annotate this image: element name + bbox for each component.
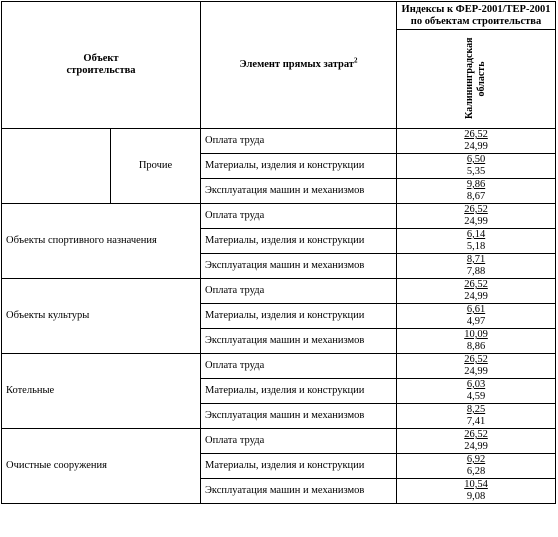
index-value-cell — [397, 254, 556, 279]
element-cell: Эксплуатация машин и механизмов — [201, 179, 397, 204]
index-value-cell — [397, 454, 556, 479]
index-value-bottom: 4,59 — [466, 391, 486, 402]
index-value-top: 10,54 — [464, 479, 488, 490]
header-indices-group — [397, 2, 556, 30]
header-region — [397, 30, 556, 129]
object-name-cell: Котельные — [2, 354, 201, 429]
index-value-top: 26,52 — [464, 354, 488, 365]
header-object — [2, 2, 201, 129]
index-value-cell — [397, 404, 556, 429]
element-cell: Оплата труда — [201, 354, 397, 379]
index-value-bottom: 5,18 — [466, 241, 486, 252]
index-value-cell — [397, 129, 556, 154]
index-value-top: 6,50 — [466, 154, 486, 165]
element-cell: Эксплуатация машин и механизмов — [201, 404, 397, 429]
header-element-superscript: 2 — [353, 56, 358, 65]
index-value-bottom: 24,99 — [464, 366, 488, 377]
index-value-cell — [397, 304, 556, 329]
index-value-bottom: 24,99 — [464, 216, 488, 227]
index-value-top: 6,92 — [466, 454, 486, 465]
index-value-bottom: 6,28 — [466, 466, 486, 477]
header-region-label: Калининградская область — [464, 37, 487, 119]
header-element — [201, 2, 397, 129]
element-cell: Оплата труда — [201, 429, 397, 454]
index-value-bottom: 8,67 — [466, 191, 486, 202]
index-value-cell — [397, 354, 556, 379]
index-value-cell — [397, 229, 556, 254]
element-cell: Материалы, изделия и конструкции — [201, 454, 397, 479]
index-value-top: 6,03 — [466, 379, 486, 390]
object-name-cell: Очистные сооружения — [2, 429, 201, 504]
index-value-bottom: 7,88 — [466, 266, 486, 277]
table-row — [2, 429, 556, 454]
object-blank-cell — [2, 129, 111, 204]
header-object-label: Объект строительства — [66, 53, 136, 76]
element-cell: Оплата труда — [201, 204, 397, 229]
index-value-cell — [397, 479, 556, 504]
index-value-bottom: 7,41 — [466, 416, 486, 427]
index-value-top: 8,71 — [466, 254, 486, 265]
table-row — [2, 129, 556, 154]
index-value-cell — [397, 204, 556, 229]
object-name-cell: Объекты спортивного назначения — [2, 204, 201, 279]
index-value-top: 26,52 — [464, 429, 488, 440]
index-value-bottom: 8,86 — [466, 341, 486, 352]
element-cell: Оплата труда — [201, 279, 397, 304]
element-cell: Материалы, изделия и конструкции — [201, 154, 397, 179]
element-cell: Эксплуатация машин и механизмов — [201, 254, 397, 279]
index-value-bottom: 24,99 — [464, 441, 488, 452]
index-value-top: 6,61 — [466, 304, 486, 315]
index-value-cell — [397, 279, 556, 304]
index-value-bottom: 24,99 — [464, 291, 488, 302]
index-value-cell — [397, 379, 556, 404]
indices-table — [1, 1, 556, 504]
index-value-cell — [397, 429, 556, 454]
index-value-bottom: 5,35 — [466, 166, 486, 177]
index-value-cell — [397, 154, 556, 179]
table-row — [2, 354, 556, 379]
index-value-top: 6,14 — [466, 229, 486, 240]
index-value-cell — [397, 179, 556, 204]
index-value-top: 26,52 — [464, 279, 488, 290]
header-element-label: Элемент прямых затрат — [239, 59, 354, 70]
index-value-cell — [397, 329, 556, 354]
index-value-top: 10,09 — [464, 329, 488, 340]
index-value-top: 8,25 — [466, 404, 486, 415]
header-indices-label: Индексы к ФЕР-2001/ТЕР-2001 по объектам строительства — [401, 3, 551, 27]
element-cell: Материалы, изделия и конструкции — [201, 229, 397, 254]
element-cell: Эксплуатация машин и механизмов — [201, 329, 397, 354]
object-name-cell: Прочие — [111, 129, 201, 204]
index-value-bottom: 4,97 — [466, 316, 486, 327]
index-value-top: 26,52 — [464, 204, 488, 215]
table-row — [2, 204, 556, 229]
table-body — [2, 129, 556, 504]
index-value-bottom: 24,99 — [464, 141, 488, 152]
table-row — [2, 279, 556, 304]
object-name-cell: Объекты культуры — [2, 279, 201, 354]
element-cell: Материалы, изделия и конструкции — [201, 379, 397, 404]
index-value-bottom: 9,08 — [466, 491, 486, 502]
element-cell: Оплата труда — [201, 129, 397, 154]
element-cell: Эксплуатация машин и механизмов — [201, 479, 397, 504]
index-value-top: 26,52 — [464, 129, 488, 140]
index-value-top: 9,86 — [466, 179, 486, 190]
element-cell: Материалы, изделия и конструкции — [201, 304, 397, 329]
